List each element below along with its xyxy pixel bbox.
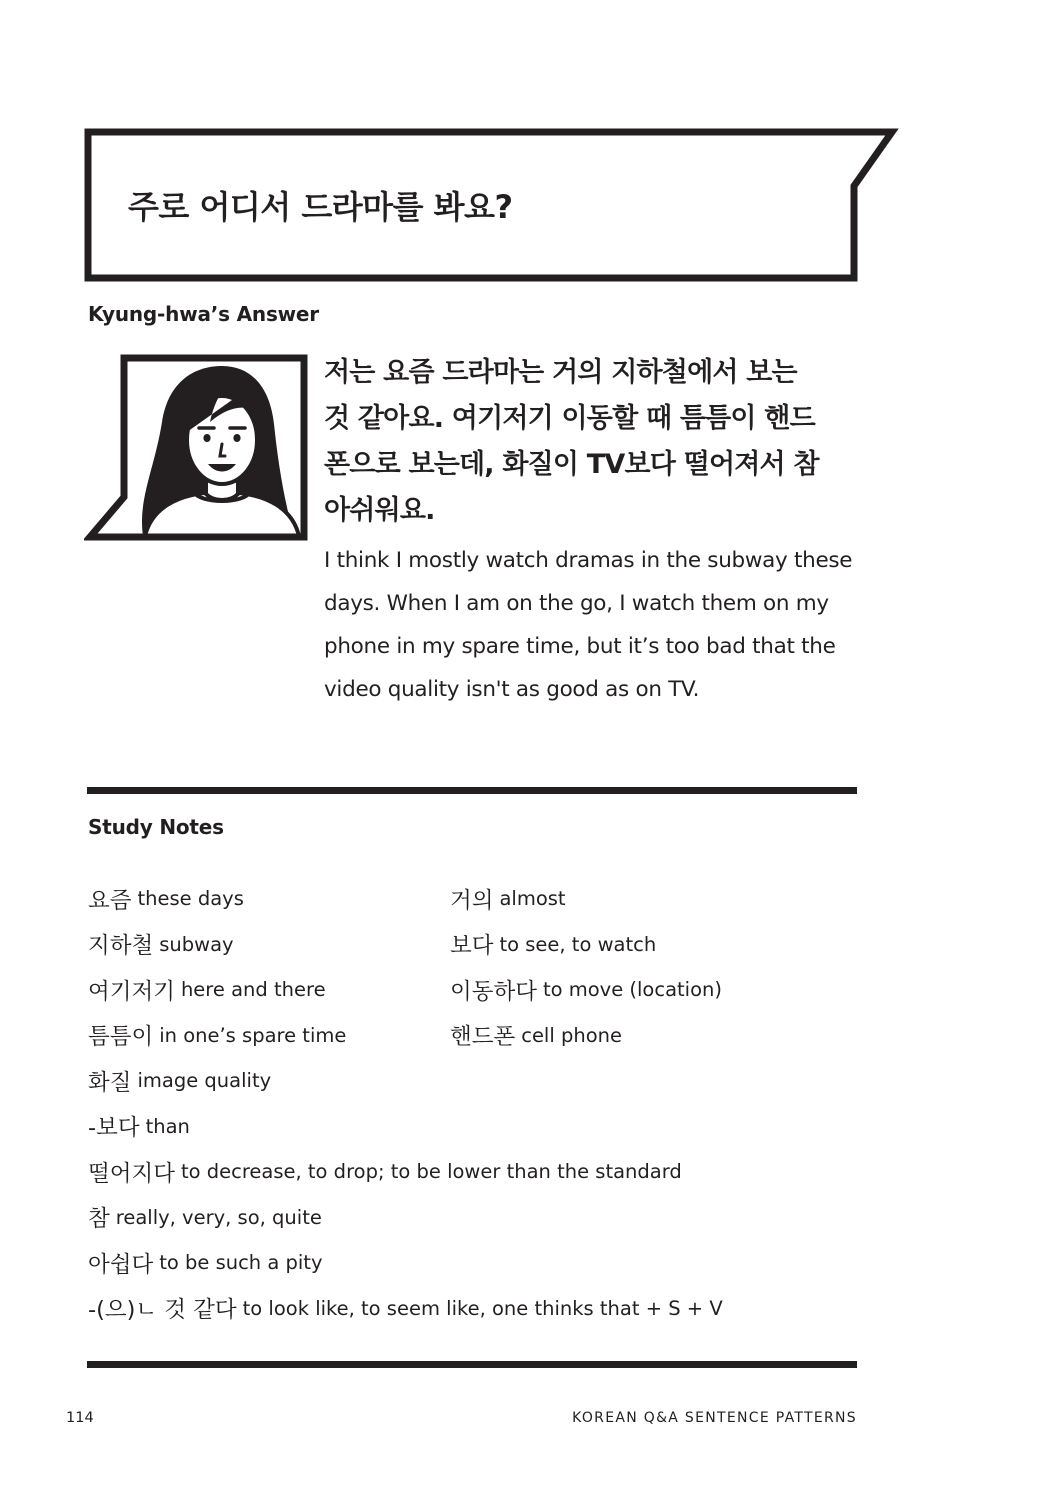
vocab-meaning: here and there: [180, 978, 326, 1002]
vocab-meaning: these days: [137, 887, 244, 911]
vocab-term: 화질: [88, 1069, 132, 1096]
study-notes-heading: Study Notes: [88, 815, 224, 839]
answer-heading: Kyung-hwa’s Answer: [88, 302, 319, 326]
answer-english: [324, 539, 884, 711]
vocab-meaning: subway: [159, 932, 234, 956]
vocab-meaning: image quality: [137, 1069, 272, 1093]
answer-english-line: I think I mostly watch dramas in the subway these: [324, 548, 853, 573]
vocab-term: 아쉽다: [88, 1251, 154, 1278]
vocab-term: 이동하다: [450, 978, 537, 1005]
answer-english-line: phone in my spare time, but it’s too bad that the: [324, 634, 836, 659]
divider: [87, 787, 857, 794]
vocab-item: [88, 1195, 723, 1241]
vocab-meaning: to be such a pity: [159, 1251, 323, 1275]
vocab-meaning: than: [145, 1114, 190, 1138]
answer-english-line: video quality isn't as good as on TV.: [324, 677, 700, 702]
vocab-term: 핸드폰: [450, 1024, 516, 1051]
vocab-meaning: in one’s spare time: [159, 1023, 347, 1047]
vocab-term: -(으)ㄴ 것 같다: [88, 1297, 237, 1324]
page-number: 114: [66, 1410, 94, 1426]
answer-english-line: days. When I am on the go, I watch them on my: [324, 591, 829, 616]
notes-right-column: [450, 876, 722, 1058]
vocab-meaning: almost: [499, 887, 566, 911]
vocab-item: [88, 1104, 723, 1150]
vocab-item: [450, 876, 722, 922]
vocab-term: -보다: [88, 1115, 140, 1142]
vocab-meaning: to see, to watch: [499, 932, 657, 956]
question-title: 주로 어디서 드라마를 봐요?: [128, 188, 513, 226]
vocab-meaning: to decrease, to drop; to be lower than the standard: [180, 1160, 682, 1184]
vocab-term: 틈틈이: [88, 1024, 154, 1051]
divider: [87, 1361, 857, 1368]
answer-korean-line: 것 같아요. 여기저기 이동할 때 틈틈이 핸드: [324, 403, 815, 434]
answer-korean-line: 저는 요즘 드라마는 거의 지하철에서 보는: [324, 357, 797, 388]
vocab-term: 여기저기: [88, 978, 175, 1005]
answer-korean-line: 아쉬워요.: [324, 495, 435, 526]
vocab-item: [450, 967, 722, 1013]
running-title: KOREAN Q&A SENTENCE PATTERNS: [572, 1410, 857, 1426]
vocab-item: [88, 1149, 723, 1195]
answer-korean: [324, 350, 864, 534]
vocab-item: [88, 1058, 723, 1104]
vocab-term: 보다: [450, 933, 494, 960]
vocab-meaning: to move (location): [542, 978, 722, 1002]
vocab-meaning: really, very, so, quite: [115, 1205, 322, 1229]
vocab-item: [450, 1013, 722, 1059]
woman-portrait-icon: [84, 352, 312, 544]
avatar: [84, 352, 312, 548]
vocab-meaning: cell phone: [521, 1023, 622, 1047]
vocab-term: 떨어지다: [88, 1160, 175, 1187]
vocab-item: [450, 922, 722, 968]
vocab-term: 요즘: [88, 887, 132, 914]
vocab-item: [88, 1286, 723, 1332]
vocab-term: 참: [88, 1206, 110, 1233]
vocab-meaning: to look like, to seem like, one thinks that + S + V: [242, 1296, 723, 1320]
vocab-item: [88, 1240, 723, 1286]
answer-korean-line: 폰으로 보는데, 화질이 TV보다 떨어져서 참: [324, 449, 819, 480]
vocab-term: 지하철: [88, 933, 154, 960]
vocab-term: 거의: [450, 887, 494, 914]
